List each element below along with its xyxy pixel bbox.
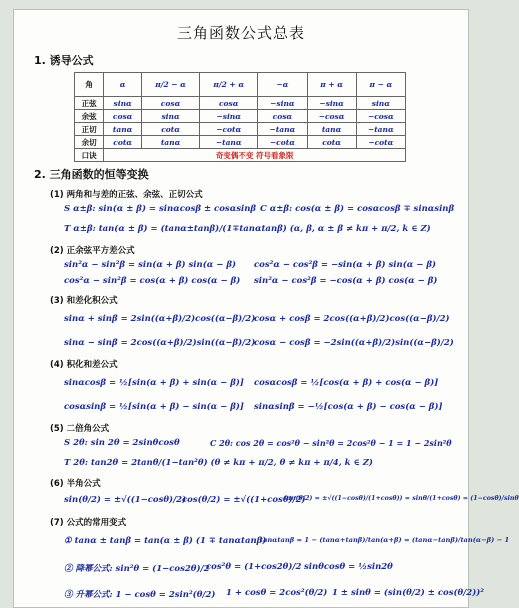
table-cell: sinα — [356, 97, 405, 110]
table-cell: −cotα — [200, 123, 258, 136]
subsection-sum-difference: (1) 两角和与差的正弦、余弦、正切公式 — [50, 190, 203, 200]
formula-cos-sum: C α±β: cos(α ± β) = cosαcosβ ∓ sinαsinβ — [260, 204, 455, 214]
formula-sin-double: S 2θ: sin 2θ = 2sinθcosθ — [64, 438, 180, 448]
table-cell: −cotα — [258, 136, 307, 149]
section-identities-heading: 2. 三角函数的恒等变换 — [34, 168, 149, 181]
formula-stp-4: cosα − cosβ = −2sin((α+β)/2)sin((α−β)/2) — [254, 338, 454, 348]
subsection-square-difference: (2) 正余弦平方差公式 — [50, 246, 135, 256]
mnemonic-text: 奇变偶不变 符号看象限 — [104, 149, 406, 162]
formula-pts-1: sinαcosβ = ½[sin(α + β) + sin(α − β)] — [64, 378, 244, 388]
table-row — [75, 110, 406, 123]
formula-power-reduction-sincos: sinθcosθ = ½sin2θ — [304, 562, 393, 572]
formula-pts-4: sinαsinβ = −½[cos(α + β) − cos(α − β)] — [254, 402, 443, 412]
formula-pts-2: cosαcosβ = ½[cos(α + β) + cos(α − β)] — [254, 378, 439, 388]
subsection-sum-to-product: (3) 和差化积公式 — [50, 296, 118, 306]
table-cell: −cosα — [307, 110, 356, 123]
subsection-common-variants: (7) 公式的常用变式 — [50, 518, 127, 528]
formula-sheet — [13, 9, 519, 608]
table-cell: −tanα — [356, 123, 405, 136]
table-cell: 余切 — [75, 136, 104, 149]
formula-stp-2: cosα + cosβ = 2cos((α+β)/2)cos((α−β)/2) — [254, 314, 450, 324]
table-header-cell: α — [104, 73, 142, 97]
table-header-cell: 角 — [75, 73, 104, 97]
formula-variant-1b: tanαtanβ = 1 − (tanα+tanβ)/tan(α+β) = (tanα−tanβ)/tan(α−β) − 1 — [260, 536, 510, 544]
table-row — [75, 123, 406, 136]
formula-tan-double: T 2θ: tan2θ = 2tanθ/(1−tan²θ) (θ ≠ kπ + π/2, θ ≠ kπ + π/4, k ∈ Z) — [64, 458, 373, 468]
table-cell: cotα — [307, 136, 356, 149]
table-cell: −cosα — [356, 110, 405, 123]
table-cell: cosα — [200, 97, 258, 110]
table-cell: cotα — [142, 123, 200, 136]
formula-cos-double: C 2θ: cos 2θ = cos²θ − sin²θ = 2cos²θ − 1 = 1 − 2sin²θ — [210, 438, 452, 448]
formula-stp-1: sinα + sinβ = 2sin((α+β)/2)cos((α−β)/2) — [64, 314, 256, 324]
table-cell: cosα — [104, 110, 142, 123]
table-cell: 正切 — [75, 123, 104, 136]
formula-sq-3: cos²α − sin²β = cos(α + β) cos(α − β) — [64, 276, 241, 286]
table-cell: 余弦 — [75, 110, 104, 123]
table-cell: cotα — [104, 136, 142, 149]
table-row — [75, 97, 406, 110]
formula-variant-1a: ① tanα ± tanβ = tan(α ± β) (1 ∓ tanαtanβ) — [64, 536, 267, 546]
table-cell: cosα — [142, 97, 200, 110]
formula-power-raise-2: 1 + cosθ = 2cos²(θ/2) — [226, 588, 328, 598]
table-row — [75, 149, 406, 162]
table-header-cell: −α — [258, 73, 307, 97]
formula-power-raise-3: 1 ± sinθ = (sin(θ/2) ± cos(θ/2))² — [332, 588, 484, 598]
formula-sq-1: sin²α − sin²β = sin(α + β) sin(α − β) — [64, 260, 236, 270]
subsection-double-angle: (5) 二倍角公式 — [50, 424, 110, 434]
formula-pts-3: cosαsinβ = ½[sin(α + β) − sin(α − β)] — [64, 402, 244, 412]
table-header-row — [75, 73, 406, 97]
table-cell: −sinα — [307, 97, 356, 110]
table-cell: −sinα — [200, 110, 258, 123]
table-header-cell: π − α — [356, 73, 405, 97]
formula-sq-4: sin²α − cos²β = −cos(α + β) cos(α − β) — [254, 276, 438, 286]
formula-sin-half: sin(θ/2) = ±√((1−cosθ)/2) — [64, 495, 187, 505]
section-induction-heading: 1. 诱导公式 — [34, 54, 94, 67]
mnemonic-label: 口诀 — [75, 149, 104, 162]
table-row — [75, 136, 406, 149]
table-cell: −tanα — [258, 123, 307, 136]
table-cell: tanα — [104, 123, 142, 136]
table-header-cell: π + α — [307, 73, 356, 97]
formula-tan-half: tan(θ/2) = ±√((1−cosθ)/(1+cosθ)) = sinθ/(1+cosθ) = (1−cosθ)/sinθ — [284, 495, 519, 502]
formula-tan-sum: T α±β: tan(α ± β) = (tanα±tanβ)/(1∓tanαtanβ) (α, β, α ± β ≠ kπ + π/2, k ∈ Z) — [64, 224, 431, 234]
table-cell: sinα — [104, 97, 142, 110]
table-cell: tanα — [307, 123, 356, 136]
subsection-half-angle: (6) 半角公式 — [50, 479, 101, 489]
formula-power-raise-1: ③ 升幂公式: 1 − cosθ = 2sin²(θ/2) — [64, 590, 216, 600]
table-cell: −cotα — [356, 136, 405, 149]
formula-sq-2: cos²α − cos²β = −sin(α + β) sin(α − β) — [254, 260, 436, 270]
table-header-cell: π/2 + α — [200, 73, 258, 97]
page-title: 三角函数公式总表 — [176, 24, 305, 42]
table-cell: cosα — [258, 110, 307, 123]
induction-formula-table — [74, 72, 406, 162]
formula-stp-3: sinα − sinβ = 2cos((α+β)/2)sin((α−β)/2) — [64, 338, 256, 348]
subsection-product-to-sum: (4) 积化和差公式 — [50, 360, 118, 370]
table-cell: 正弦 — [75, 97, 104, 110]
table-cell: −sinα — [258, 97, 307, 110]
formula-cos-half: cos(θ/2) = ±√((1+cosθ)/2) — [182, 495, 306, 505]
formula-sin-sum: S α±β: sin(α ± β) = sinαcosβ ± cosαsinβ — [64, 204, 257, 214]
table-header-cell: π/2 − α — [142, 73, 200, 97]
formula-power-reduction-cos: cos²θ = (1+cos2θ)/2 — [206, 562, 302, 572]
formula-power-reduction-sin: ② 降幂公式: sin²θ = (1−cos2θ)/2 — [64, 564, 210, 574]
table-cell: tanα — [142, 136, 200, 149]
table-cell: −tanα — [200, 136, 258, 149]
table-cell: sinα — [142, 110, 200, 123]
